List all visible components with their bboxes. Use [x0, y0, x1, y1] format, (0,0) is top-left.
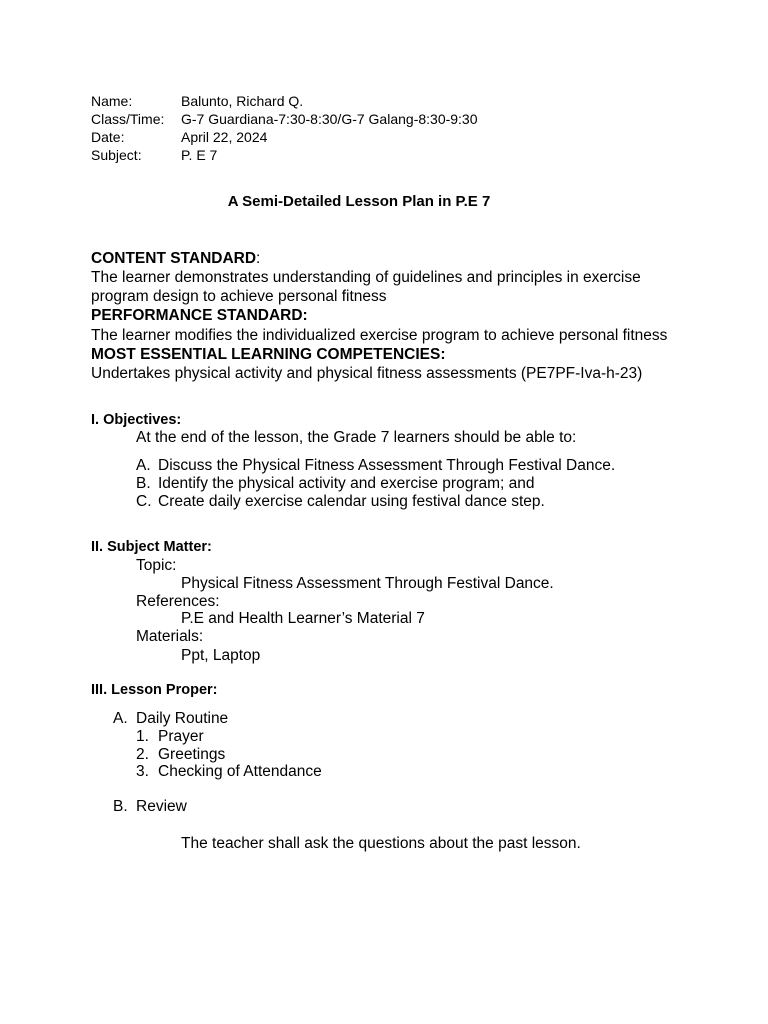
references-label: References:: [136, 593, 220, 610]
subject-matter-heading: II. Subject Matter:: [91, 539, 212, 555]
topic-value: Physical Fitness Assessment Through Festival Dance.: [181, 575, 554, 592]
routine-marker: 1.: [136, 728, 149, 745]
melc-text: Undertakes physical activity and physical fitness assessments (PE7PF-Iva-h-23): [91, 365, 643, 382]
objective-marker: A.: [136, 457, 151, 474]
performance-standard-heading: PERFORMANCE STANDARD:: [91, 307, 308, 324]
routine-item: Greetings: [158, 746, 226, 763]
class-time-value: G-7 Guardiana-7:30-8:30/G-7 Galang-8:30-9:30: [181, 111, 478, 127]
lesson-proper-heading: III. Lesson Proper:: [91, 682, 218, 698]
content-standard-heading: [91, 249, 260, 268]
objective-item: Create daily exercise calendar using festival dance step.: [158, 493, 545, 510]
materials-value: Ppt, Laptop: [181, 647, 261, 664]
date-value: April 22, 2024: [181, 129, 268, 145]
routine-item: Prayer: [158, 728, 204, 745]
review-text: The teacher shall ask the questions about the past lesson.: [181, 835, 581, 852]
class-time-label: Class/Time:: [91, 111, 165, 127]
content-standard-line-2: program design to achieve personal fitness: [91, 288, 387, 305]
lesson-item-marker: A.: [113, 710, 128, 727]
objectives-intro: At the end of the lesson, the Grade 7 learners should be able to:: [136, 429, 577, 446]
subject-label: Subject:: [91, 147, 142, 163]
routine-marker: 3.: [136, 763, 149, 780]
document-title: A Semi-Detailed Lesson Plan in P.E 7: [227, 193, 491, 210]
date-label: Date:: [91, 129, 125, 145]
melc-heading: MOST ESSENTIAL LEARNING COMPETENCIES:: [91, 346, 446, 363]
objective-marker: B.: [136, 475, 151, 492]
name-label: Name:: [91, 93, 133, 109]
review-label: Review: [136, 798, 187, 815]
objective-marker: C.: [136, 493, 152, 510]
daily-routine-label: Daily Routine: [136, 710, 229, 727]
references-value: P.E and Health Learner’s Material 7: [181, 610, 425, 627]
content-standard-heading-text: CONTENT STANDARD: [91, 250, 257, 267]
name-value: Balunto, Richard Q.: [181, 93, 304, 109]
topic-label: Topic:: [136, 557, 177, 574]
materials-label: Materials:: [136, 628, 204, 645]
objective-item: Identify the physical activity and exercise program; and: [158, 475, 535, 492]
lesson-item-marker: B.: [113, 798, 128, 815]
subject-value: P. E 7: [181, 147, 218, 163]
routine-marker: 2.: [136, 746, 149, 763]
performance-standard-text: The learner modifies the individualized exercise program to achieve personal fitness: [91, 327, 668, 344]
objectives-heading: I. Objectives:: [91, 412, 182, 428]
content-standard-line-1: The learner demonstrates understanding of guidelines and principles in exercise: [91, 269, 641, 286]
objective-item: Discuss the Physical Fitness Assessment Through Festival Dance.: [158, 457, 616, 474]
routine-item: Checking of Attendance: [158, 763, 322, 780]
content-standard-colon: :: [256, 250, 261, 267]
